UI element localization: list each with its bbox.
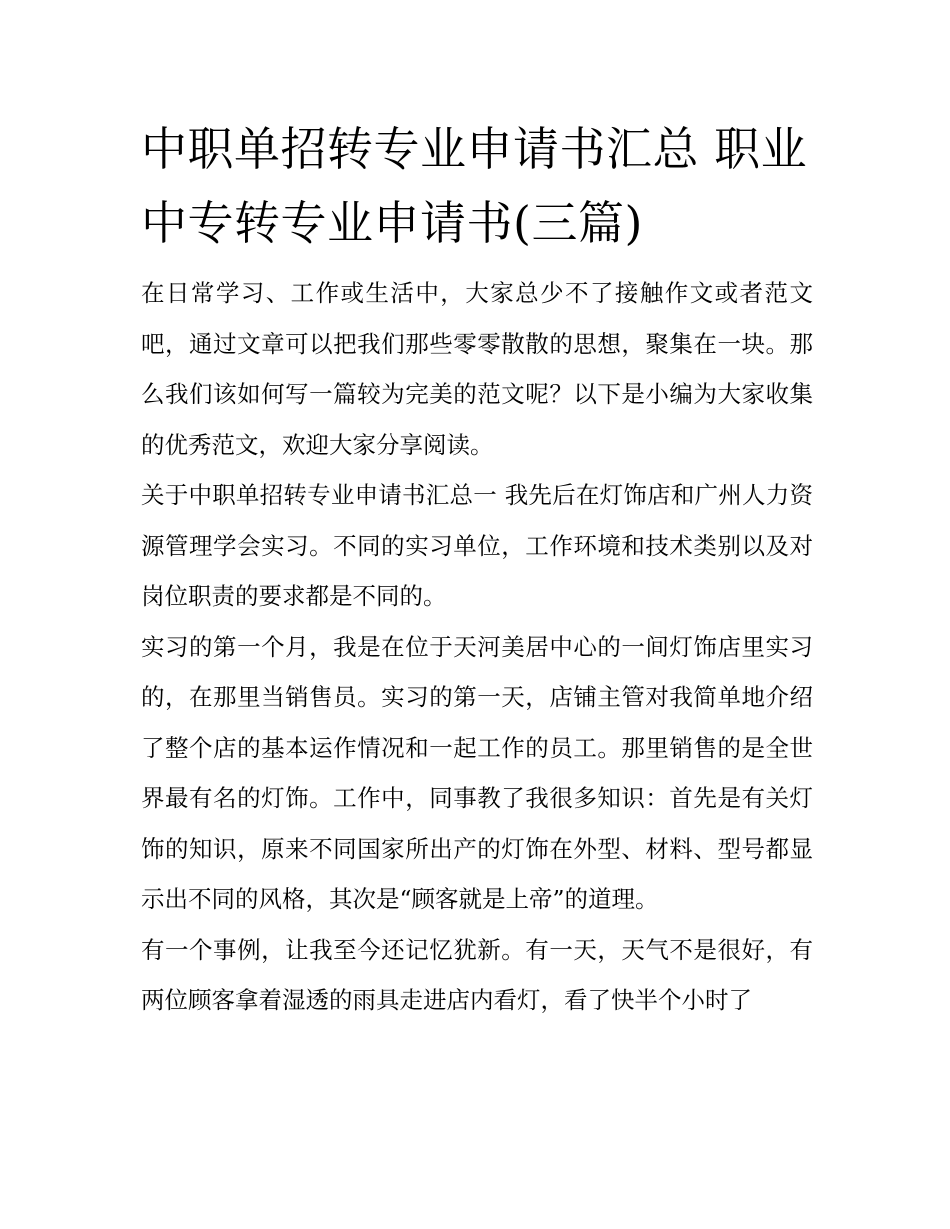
paragraph-internship-overview: 关于中职单招转专业申请书汇总一 我先后在灯饰店和广州人力资源管理学会实习。不同的实习单位，工作环境和技术类别以及对岗位职责的要求都是不同的。 (141, 481, 813, 610)
paragraph-example: 有一个事例，让我至今还记忆犹新。有一天，天气不是很好，有两位顾客拿着湿透的雨具走进店内看灯，看了快半个小时了 (141, 935, 813, 1014)
document-title: 中职单招转专业申请书汇总 职业中专转专业申请书(三篇) (141, 122, 808, 250)
paragraph-intro: 在日常学习、工作或生活中，大家总少不了接触作文或者范文吧，通过文章可以把我们那些零零散散的思想，聚集在一块。那么我们该如何写一篇较为完美的范文呢？以下是小编为大家收集的优秀范文，欢迎大家分享阅读。 (141, 279, 813, 459)
paragraph-first-month: 实习的第一个月，我是在位于天河美居中心的一间灯饰店里实习的，在那里当销售员。实习的第一天，店铺主管对我简单地介绍了整个店的基本运作情况和一起工作的员工。那里销售的是全世界最有名的灯饰。工作中，同事教了我很多知识：首先是有关灯饰的知识，原来不同国家所出产的灯饰在外型、材料、型号都显示出不同的风格，其次是“顾客就是上帝”的道理。 (141, 632, 813, 913)
document-body (141, 112, 813, 1026)
